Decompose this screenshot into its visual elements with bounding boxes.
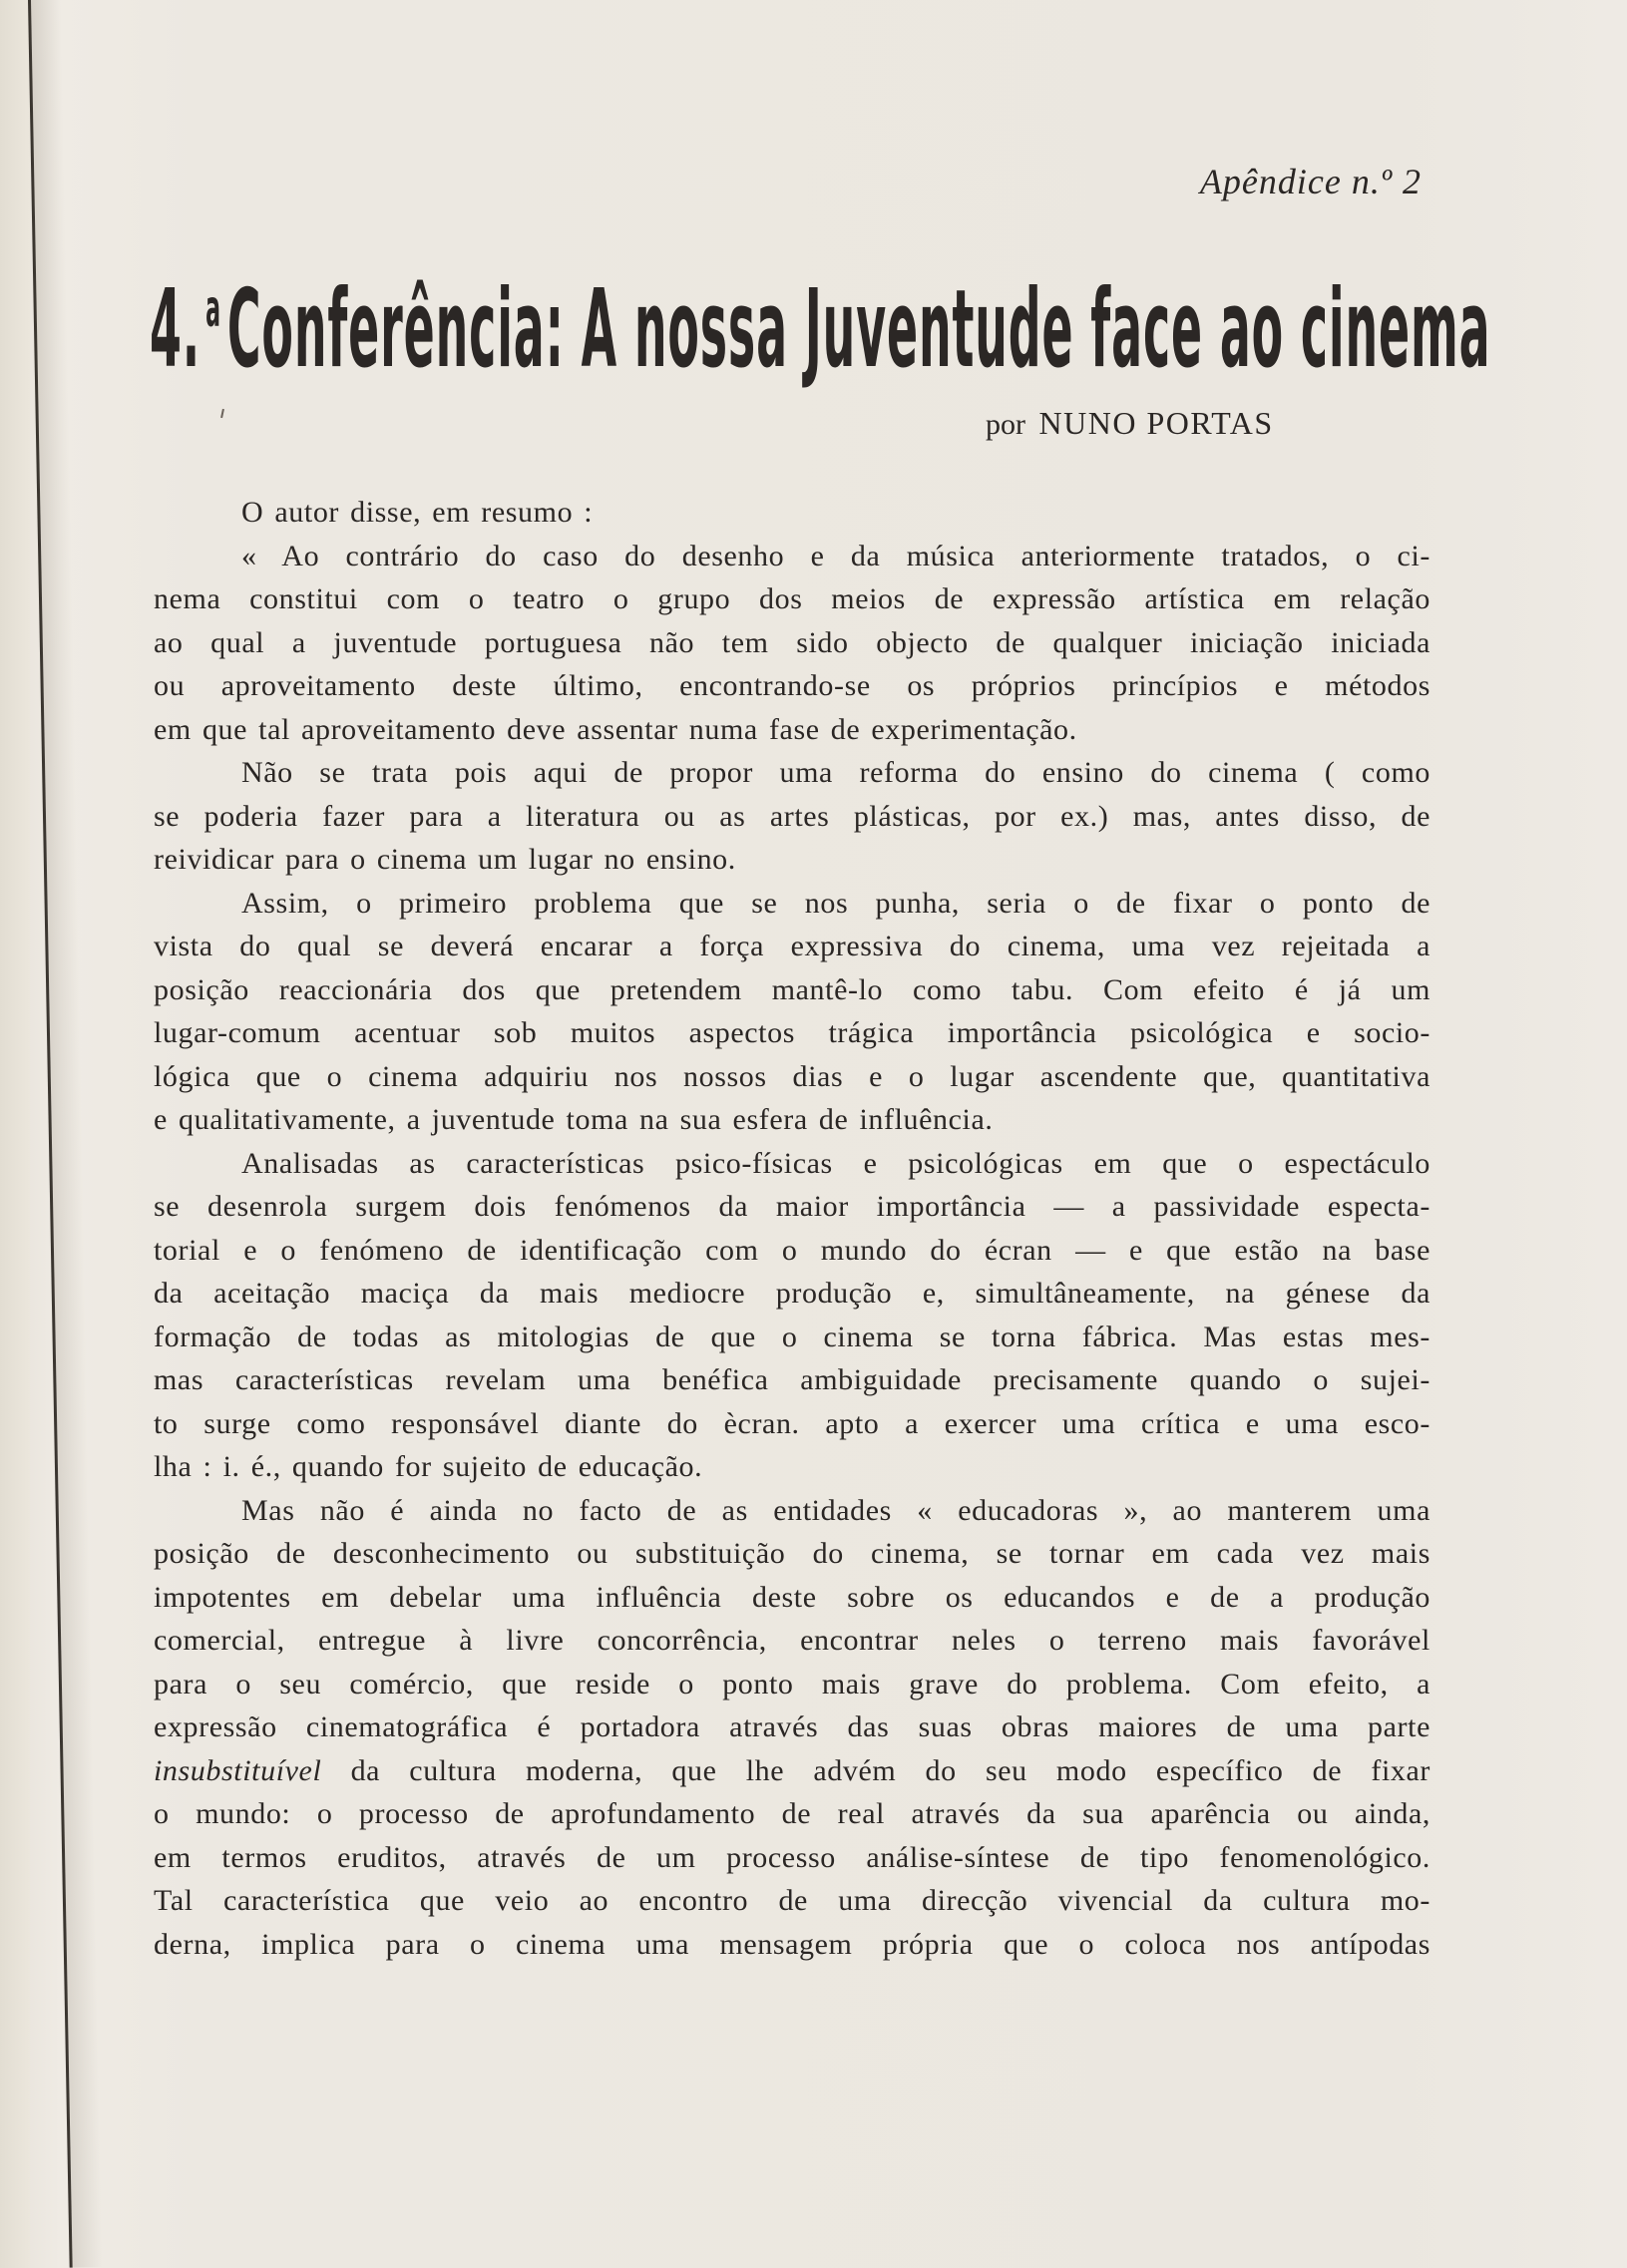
text-line: ao qual a juventude portuguesa não tem sido objecto de qualquer iniciação iniciada <box>154 625 1430 659</box>
text-line: lha : i. é., quando for sujeito de educação. <box>154 1450 703 1483</box>
text-line: em que tal aproveitamento deve assentar numa fase de experimentação. <box>154 712 1077 746</box>
text-line: e qualitativamente, a juventude toma na sua esfera de influência. <box>154 1103 994 1136</box>
paragraph <box>154 882 1430 1142</box>
appendix-label: Apêndice n.º 2 <box>1199 162 1422 201</box>
text-line: posição de desconhecimento ou substituição do cinema, se tornar em cada vez mais <box>154 1537 1430 1570</box>
page-title <box>150 253 1491 392</box>
title-ordinal-suffix: a <box>205 279 221 339</box>
text-line: mas características revelam uma benéfica ambiguidade precisamente quando o sujei- <box>154 1363 1430 1396</box>
text-line: comercial, entregue à livre concorrência, encontrar neles o terreno mais favorável <box>154 1624 1430 1657</box>
text-line: vista do qual se deverá encarar a força expressiva do cinema, uma vez rejeitada a <box>154 930 1430 962</box>
text-line: em termos eruditos, através de um processo análise-síntese de tipo fenomenológico. <box>154 1840 1430 1874</box>
text-line: nema constitui com o teatro o grupo dos meios de expressão artística em relação <box>154 582 1430 615</box>
text-line: ou aproveitamento deste último, encontrando-se os próprios princípios e métodos <box>154 669 1430 702</box>
text-line: Assim, o primeiro problema que se nos punha, seria o de fixar o ponto de <box>241 886 1430 920</box>
text-line: to surge como responsável diante do ècran. apto a exercer uma crítica e uma esco- <box>154 1406 1430 1440</box>
italic-emphasis: insubstituível <box>154 1753 322 1787</box>
byline-author: NUNO PORTAS <box>1038 405 1274 441</box>
facing-page-strip <box>0 0 30 2268</box>
text-line: para o seu comércio, que reside o ponto mais grave do problema. Com efeito, a <box>154 1667 1430 1701</box>
text-line: lógica que o cinema adquiriu nos nossos dias e o lugar ascendente que, quantitativa <box>154 1059 1430 1093</box>
text-line: se desenrola surgem dois fenómenos da maior importância — a passividade especta- <box>154 1190 1430 1223</box>
text-line-rest: da cultura moderna, que lhe advém do seu modo específico de fixar <box>321 1753 1430 1787</box>
text-line: « Ao contrário do caso do desenho e da música anteriormente tratados, o ci- <box>241 539 1430 572</box>
text-line: torial e o fenómeno de identificação com o mundo do écran — e que estão na base <box>154 1233 1430 1267</box>
text-line: Mas não é ainda no facto de as entidades « educadoras », ao manterem uma <box>241 1493 1430 1527</box>
text-line: reividicar para o cinema um lugar no ensino. <box>154 843 736 876</box>
text-line: Analisadas as características psico-físicas e psicológicas em que o espectáculo <box>241 1146 1430 1180</box>
text-line: formação de todas as mitologias de que o cinema se torna fábrica. Mas estas mes- <box>154 1320 1430 1353</box>
byline-prefix: por <box>986 408 1025 441</box>
title-text <box>150 253 1491 392</box>
text-line: Tal característica que veio ao encontro de uma direcção vivencial da cultura mo- <box>154 1884 1430 1917</box>
text-line: o mundo: o processo de aprofundamento de real através da sua aparência ou ainda, <box>154 1797 1430 1830</box>
paragraph <box>154 535 1430 752</box>
text-line <box>154 1749 1430 1793</box>
title-ordinal: 4. <box>150 267 202 392</box>
text-line: lugar-comum acentuar sob muitos aspectos trágica importância psicológica e socio- <box>154 1016 1430 1049</box>
text-line: da aceitação maciça da mais mediocre produção e, simultâneamente, na génese da <box>154 1277 1430 1310</box>
text-line: impotentes em debelar uma influência deste sobre os educandos e de a produção <box>154 1580 1430 1614</box>
title-main: Conferência: A nossa Juventude face ao cinema <box>226 267 1491 392</box>
paragraph <box>154 751 1430 882</box>
text-line: se poderia fazer para a literatura ou as artes plásticas, por ex.) mas, antes disso, de <box>154 799 1430 833</box>
text-line: posição reaccionária dos que pretendem mantê-lo como tabu. Com efeito é já um <box>154 972 1430 1006</box>
text-line: Não se trata pois aqui de propor uma reforma do ensino do cinema ( como <box>241 756 1430 789</box>
text-line: O autor disse, em resumo : <box>241 496 594 529</box>
paragraph <box>154 1142 1430 1489</box>
body-text <box>154 491 1430 1966</box>
text-line: derna, implica para o cinema uma mensagem própria que o coloca nos antípodas <box>154 1927 1430 1961</box>
byline <box>986 403 1274 445</box>
paragraph <box>154 491 1430 535</box>
text-line: expressão cinematográfica é portadora através das suas obras maiores de uma parte <box>154 1710 1430 1743</box>
paragraph <box>154 1489 1430 1967</box>
